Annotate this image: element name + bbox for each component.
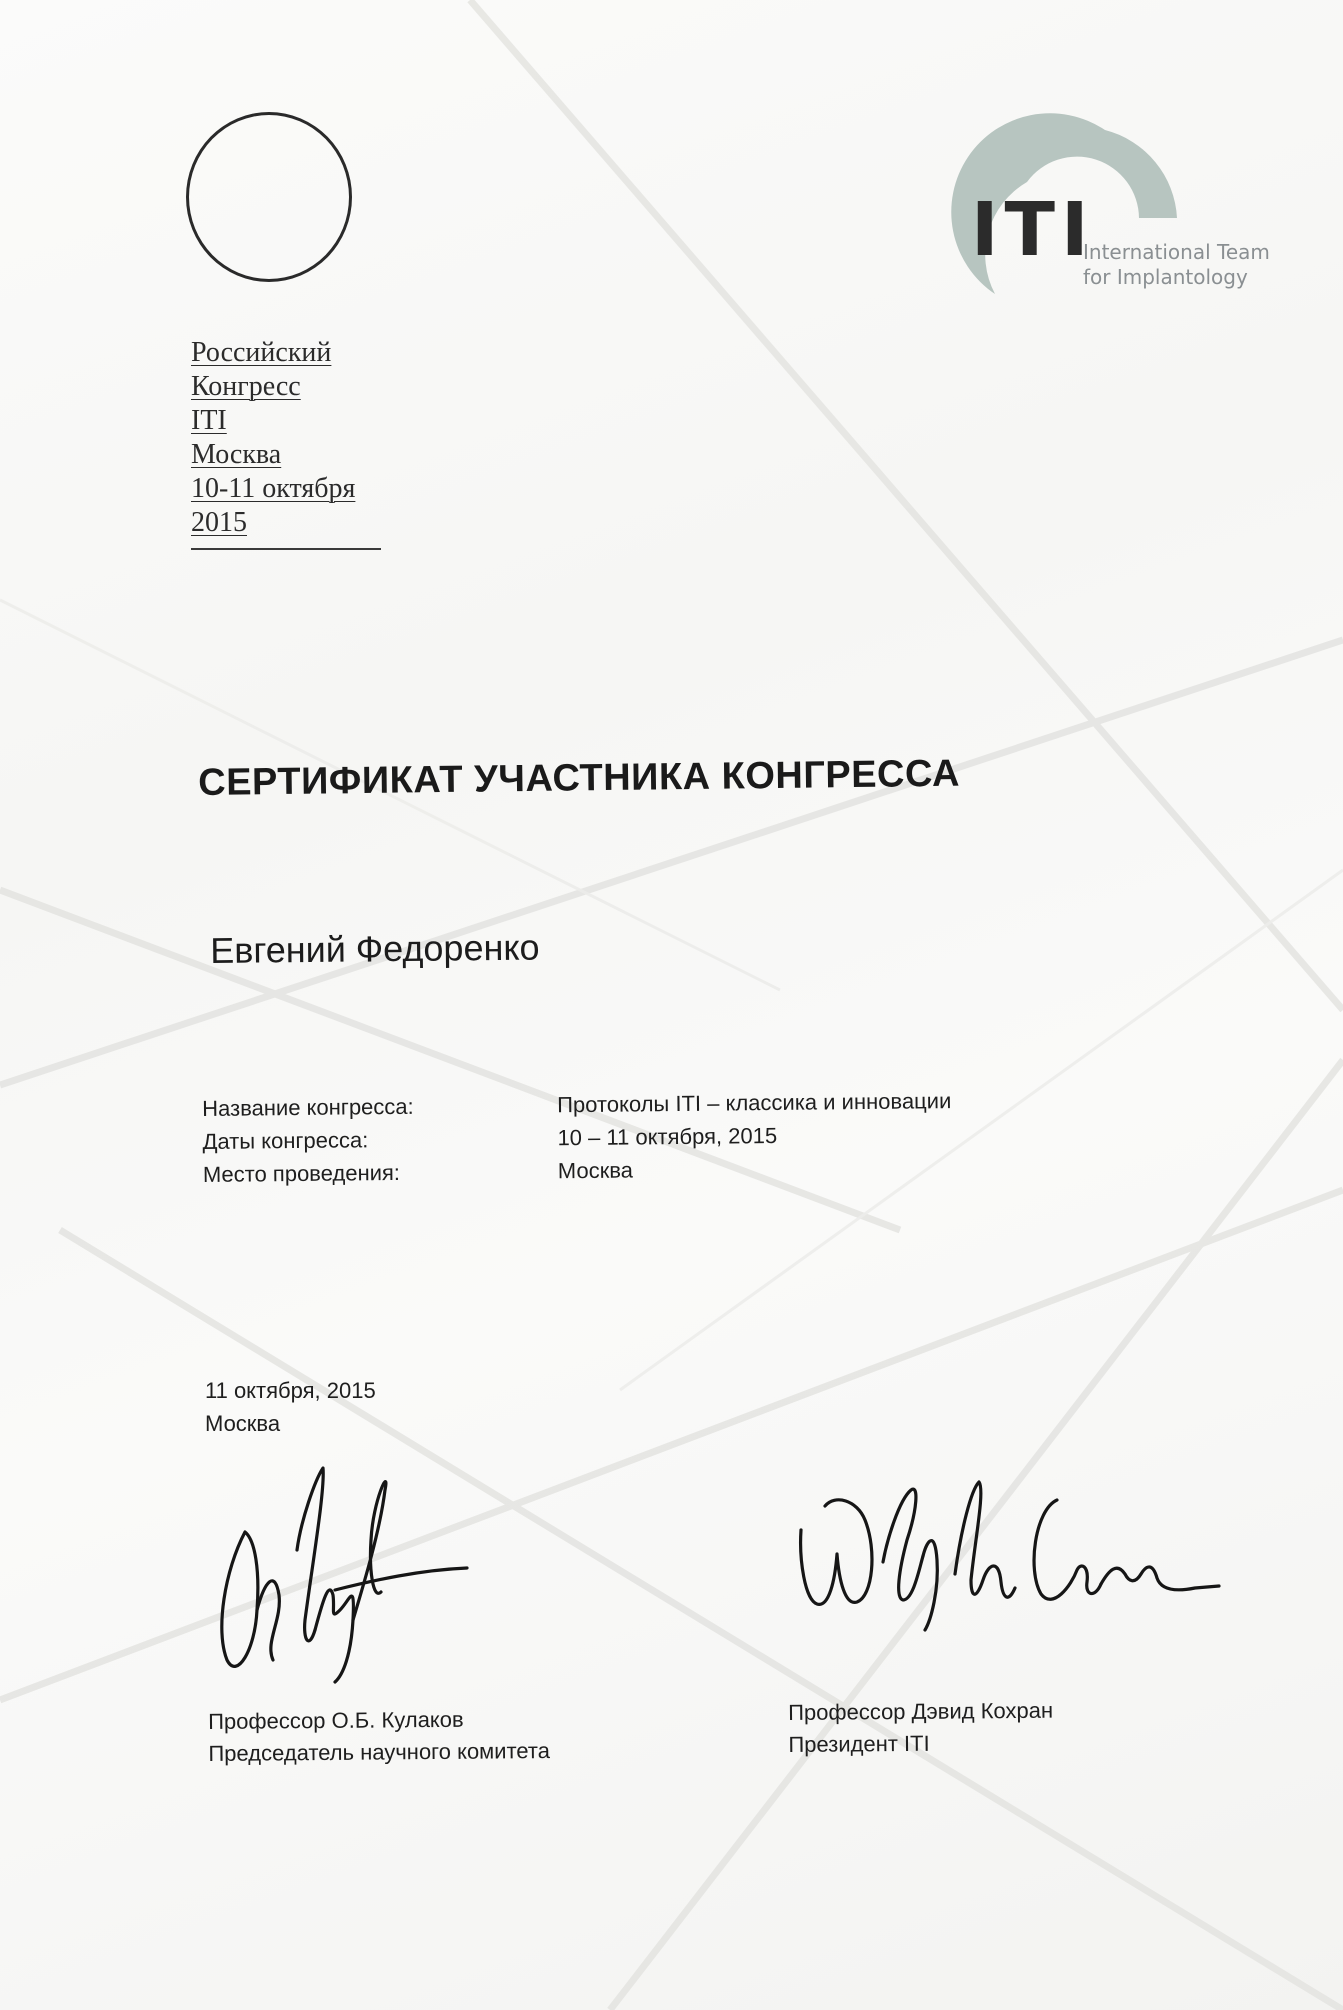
detail-label: Даты конгресса:: [202, 1127, 369, 1154]
logo-mark-text: ITI: [971, 187, 1095, 273]
signatory-right: [788, 1695, 1053, 1761]
congress-rule-divider: [191, 548, 381, 550]
detail-row: [203, 1150, 1003, 1191]
issue-place: Москва: [205, 1411, 281, 1436]
signature-right: [795, 1470, 1225, 1640]
stamp-circle: [186, 112, 352, 282]
signatory-left: [208, 1703, 550, 1770]
issue-block: [205, 1374, 376, 1440]
signatory-name: Профессор О.Б. Кулаков: [208, 1706, 464, 1734]
logo-caption: [1083, 240, 1270, 290]
congress-line: Москва: [191, 439, 282, 470]
detail-value: 10 – 11 октября, 2015: [557, 1122, 778, 1151]
signature-left: [205, 1460, 475, 1690]
logo-caption-line1: International Team: [1083, 240, 1270, 264]
congress-line: 2015: [191, 507, 247, 538]
detail-label: Название конгресса:: [202, 1093, 414, 1121]
signatory-name: Профессор Дэвид Кохран: [788, 1697, 1054, 1725]
participant-name: Евгений Федоренко: [210, 926, 540, 971]
congress-info-block: [191, 336, 381, 540]
logo-caption-line2: for Implantology: [1083, 265, 1248, 289]
congress-line: 10-11 октября: [191, 473, 356, 504]
signatory-role: Председатель научного комитета: [208, 1738, 551, 1766]
congress-line: ITI: [191, 405, 227, 436]
detail-label: Место проведения:: [202, 1159, 401, 1187]
detail-value: Протоколы ITI – классика и инновации: [557, 1088, 952, 1118]
certificate-title: СЕРТИФИКАТ УЧАСТНИКА КОНГРЕССА: [198, 752, 961, 804]
issue-date: 11 октября, 2015: [205, 1378, 376, 1403]
signatory-role: Президент ITI: [788, 1730, 930, 1757]
detail-value: Москва: [557, 1157, 634, 1184]
congress-line: Конгресс: [191, 371, 301, 402]
congress-details: [202, 1084, 1003, 1191]
congress-line: Российский: [191, 337, 332, 368]
